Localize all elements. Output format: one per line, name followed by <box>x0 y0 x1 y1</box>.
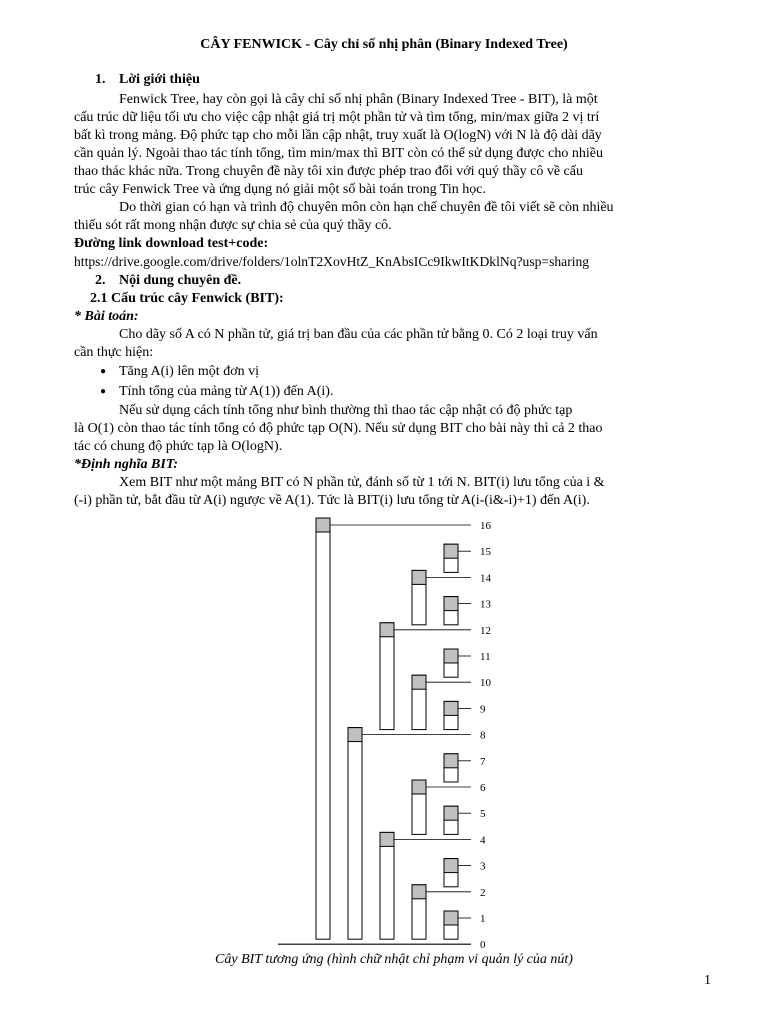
node-head-1 <box>444 911 458 925</box>
node-label-12: 12 <box>480 624 491 637</box>
node-head-14 <box>412 570 426 584</box>
node-label-3: 3 <box>480 860 486 873</box>
node-label-5: 5 <box>480 808 486 821</box>
definition-line-1: Xem BIT như một mảng BIT có N phần tử, đánh số từ 1 tới N. BIT(i) lưu tổng của i & <box>119 475 605 490</box>
node-label-16: 16 <box>480 520 491 532</box>
node-head-5 <box>444 806 458 820</box>
node-head-13 <box>444 597 458 611</box>
node-range-4 <box>380 832 394 939</box>
node-head-6 <box>412 780 426 794</box>
page-number: 1 <box>704 973 711 988</box>
problem-line-2: cần thực hiện: <box>74 345 154 360</box>
node-label-7: 7 <box>480 755 486 768</box>
node-head-9 <box>444 701 458 715</box>
document-title: CÂY FENWICK - Cây chỉ số nhị phân (Binary Indexed Tree) <box>200 37 568 52</box>
node-range-16 <box>316 518 330 939</box>
node-range-8 <box>348 728 362 940</box>
bullet-item-2: Tính tổng của mảng từ A(1)) đến A(i). <box>119 384 334 399</box>
node-head-3 <box>444 859 458 873</box>
download-link-label: Đường link download test+code: <box>74 236 269 251</box>
problem-label: * Bài toán: <box>74 309 139 324</box>
node-label-8: 8 <box>480 729 486 742</box>
node-head-11 <box>444 649 458 663</box>
complexity-line-2: là O(1) còn thao tác tính tổng có độ phức tạp O(N). Nếu sử dụng BIT cho bài này thì cả 2 thao <box>74 421 603 436</box>
figure-caption: Cây BIT tương ứng (hình chữ nhật chỉ phạm vi quản lý của nút) <box>215 952 573 967</box>
definition-label: *Định nghĩa BIT: <box>74 457 178 472</box>
section1-heading: Lời giới thiệu <box>119 72 200 87</box>
node-head-15 <box>444 544 458 558</box>
node-head-12 <box>380 623 394 637</box>
problem-line-1: Cho dãy số A có N phần tử, giá trị ban đầu của các phần tử bằng 0. Có 2 loại truy vấn <box>119 327 598 342</box>
download-link[interactable]: https://drive.google.com/drive/folders/1olnT2XovHtZ_KnAbsICc9IkwItKDklNq?usp=sharing <box>74 254 590 269</box>
bullet-dot-1: ● <box>100 366 107 377</box>
node-label-6: 6 <box>480 782 486 794</box>
node-head-16 <box>316 518 330 532</box>
section2-heading: Nội dung chuyên đề. <box>119 273 242 288</box>
node-label-11: 11 <box>480 651 491 663</box>
node-label-0: 0 <box>480 939 486 952</box>
intro-line-2: cấu trúc dữ liệu tối ưu cho việc cập nhật giá trị một phần tử và tìm tổng, min/max giữa 2 vị trí <box>74 110 600 125</box>
node-head-7 <box>444 754 458 768</box>
node-head-2 <box>412 885 426 899</box>
bullet-dot-2: ● <box>100 386 107 397</box>
node-label-2: 2 <box>480 886 486 899</box>
node-label-4: 4 <box>480 834 486 847</box>
section2-number: 2. <box>95 273 106 288</box>
bullet-item-1: Tăng A(i) lên một đơn vị <box>119 364 259 379</box>
intro-line-5: thao thác khác nữa. Trong chuyên đề này tôi xin được phép trao đổi với quý thầy cô về cấu <box>74 164 583 179</box>
subsection-heading: 2.1 Cấu trúc cây Fenwick (BIT): <box>90 291 284 306</box>
node-label-9: 9 <box>480 703 486 716</box>
intro-line-3: bất kì trong mảng. Độ phức tạp cho mỗi lần cập nhật, truy xuất là O(logN) với N là độ dài dãy <box>74 128 602 143</box>
intro-line-6: trúc cây Fenwick Tree và ứng dụng nó giải một số bài toán trong Tin học. <box>74 182 486 197</box>
node-head-4 <box>380 832 394 846</box>
intro-line-4: cần quản lý. Ngoài thao tác tính tổng, tìm min/max thì BIT còn có thể sử dụng được cho nhiều <box>74 146 603 161</box>
node-label-1: 1 <box>480 913 486 925</box>
node-head-10 <box>412 675 426 689</box>
node-label-13: 13 <box>480 598 491 611</box>
definition-line-2: (-i) phần tử, bắt đầu từ A(i) ngược về A(1). Tức là BIT(i) lưu tổng từ A(i-(i&-i)+1) đến A(i). <box>74 493 590 508</box>
node-label-15: 15 <box>480 546 491 559</box>
section1-number: 1. <box>95 72 106 87</box>
node-range-12 <box>380 623 394 730</box>
node-head-8 <box>348 728 362 742</box>
complexity-line-1: Nếu sử dụng cách tính tổng như bình thường thì thao tác cập nhật có độ phức tạp <box>119 403 573 418</box>
node-label-14: 14 <box>480 572 491 585</box>
node-label-10: 10 <box>480 677 491 690</box>
intro-line-1: Fenwick Tree, hay còn gọi là cây chỉ số nhị phân (Binary Indexed Tree - BIT), là một <box>119 92 598 107</box>
complexity-line-3: tác có chung độ phức tạp là O(logN). <box>74 439 283 454</box>
note-line-1: Do thời gian có hạn và trình độ chuyên môn còn hạn chế chuyên đề tôi viết sẽ còn nhiều <box>119 200 614 215</box>
note-line-2: thiếu sót rất mong nhận được sự chia sẻ của quý thầy cô. <box>74 218 392 233</box>
